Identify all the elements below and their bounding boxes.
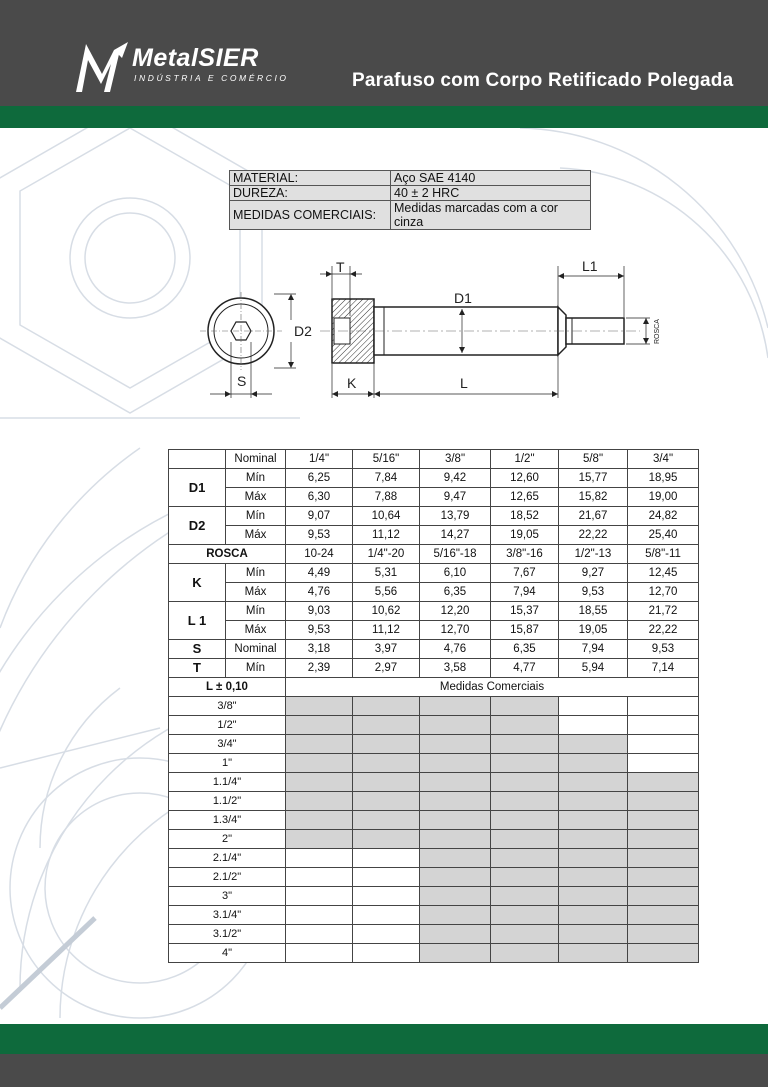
- s-nominal-cell: 6,35: [491, 640, 559, 659]
- length-label: 3/4": [169, 735, 286, 754]
- length-label: 2.1/4": [169, 849, 286, 868]
- commercial-cell-empty: [286, 849, 353, 868]
- label-l1: L1: [582, 258, 598, 274]
- commercial-header: Medidas Comerciais: [286, 678, 699, 697]
- min-label: Mín: [226, 659, 286, 678]
- k-max-row: [169, 583, 699, 602]
- commercial-cell-shaded: [628, 811, 699, 830]
- nominal-label: Nominal: [226, 450, 286, 469]
- k-min-cell: 5,31: [353, 564, 420, 583]
- commercial-cell-shaded: [353, 735, 420, 754]
- t-row: [169, 659, 699, 678]
- dimensions-table: [168, 449, 699, 963]
- l1-max-cell: 12,70: [420, 621, 491, 640]
- commercial-cell-empty: [559, 716, 628, 735]
- commercial-cell-shaded: [491, 811, 559, 830]
- rosca-cell: 5/16"-18: [420, 545, 491, 564]
- commercial-cell-shaded: [491, 792, 559, 811]
- d1-min-cell: 15,77: [559, 469, 628, 488]
- length-label: 1.1/4": [169, 773, 286, 792]
- rosca-cell: 1/2"-13: [559, 545, 628, 564]
- commercial-cell-empty: [286, 887, 353, 906]
- min-label: Mín: [226, 564, 286, 583]
- commercial-cell-shaded: [420, 868, 491, 887]
- rosca-cell: 10-24: [286, 545, 353, 564]
- commercial-cell-shaded: [491, 830, 559, 849]
- commercial-cell-shaded: [559, 754, 628, 773]
- k-min-cell: 4,49: [286, 564, 353, 583]
- d1-min-cell: 18,95: [628, 469, 699, 488]
- commercial-cell-empty: [559, 697, 628, 716]
- d2-min-row: [169, 507, 699, 526]
- commercial-cell-empty: [353, 925, 420, 944]
- group-t: T: [169, 659, 226, 678]
- d2-max-cell: 9,53: [286, 526, 353, 545]
- d1-max-row: [169, 488, 699, 507]
- brand-name: MetalSIER: [132, 44, 259, 72]
- length-label: 2": [169, 830, 286, 849]
- t-min-cell: 2,39: [286, 659, 353, 678]
- footer-bar: [0, 1054, 768, 1087]
- bolt-technical-drawing: [200, 258, 670, 408]
- max-label: Máx: [226, 526, 286, 545]
- length-row: [169, 716, 699, 735]
- label-k: K: [347, 375, 357, 391]
- t-min-cell: 2,97: [353, 659, 420, 678]
- commercial-cell-shaded: [491, 944, 559, 963]
- bolt-side-view: [320, 266, 650, 398]
- group-k: K: [169, 564, 226, 602]
- length-label: 3.1/2": [169, 925, 286, 944]
- header-row: [169, 450, 699, 469]
- d1-min-cell: 12,60: [491, 469, 559, 488]
- length-row: [169, 830, 699, 849]
- commercial-cell-shaded: [628, 925, 699, 944]
- head-end-view: [200, 292, 296, 398]
- commercial-sizes-row: [230, 201, 591, 230]
- footer-green-band: [0, 1024, 768, 1054]
- d1-min-cell: 6,25: [286, 469, 353, 488]
- max-label: Máx: [226, 488, 286, 507]
- commercial-cell-shaded: [353, 773, 420, 792]
- d2-min-cell: 24,82: [628, 507, 699, 526]
- d2-min-cell: 18,52: [491, 507, 559, 526]
- commercial-cell-empty: [628, 716, 699, 735]
- commercial-cell-shaded: [286, 754, 353, 773]
- length-label: 2.1/2": [169, 868, 286, 887]
- min-label: Mín: [226, 507, 286, 526]
- s-nominal-cell: 3,18: [286, 640, 353, 659]
- label-d2: D2: [294, 323, 312, 339]
- commercial-cell-shaded: [286, 735, 353, 754]
- d1-max-cell: 7,88: [353, 488, 420, 507]
- commercial-cell-shaded: [286, 716, 353, 735]
- commercial-cell-shaded: [491, 735, 559, 754]
- max-label: Máx: [226, 583, 286, 602]
- commercial-cell-shaded: [420, 887, 491, 906]
- commercial-cell-empty: [353, 849, 420, 868]
- commercial-cell-shaded: [353, 754, 420, 773]
- k-min-cell: 9,27: [559, 564, 628, 583]
- corner-cell: [169, 450, 226, 469]
- d2-max-cell: 14,27: [420, 526, 491, 545]
- commercial-cell-shaded: [420, 925, 491, 944]
- l1-min-cell: 10,62: [353, 602, 420, 621]
- t-min-cell: 5,94: [559, 659, 628, 678]
- commercial-cell-shaded: [559, 830, 628, 849]
- commercial-cell-shaded: [559, 906, 628, 925]
- commercial-cell-shaded: [559, 944, 628, 963]
- commercial-cell-empty: [628, 735, 699, 754]
- size-header: 1/4": [286, 450, 353, 469]
- d2-min-cell: 21,67: [559, 507, 628, 526]
- commercial-cell-shaded: [491, 849, 559, 868]
- k-max-cell: 7,94: [491, 583, 559, 602]
- commercial-cell-shaded: [491, 887, 559, 906]
- length-label: 3": [169, 887, 286, 906]
- length-label: 4": [169, 944, 286, 963]
- commercial-cell-shaded: [353, 716, 420, 735]
- commercial-cell-shaded: [559, 811, 628, 830]
- commercial-cell-empty: [286, 868, 353, 887]
- length-row: [169, 925, 699, 944]
- group-l1: L 1: [169, 602, 226, 640]
- d2-min-cell: 10,64: [353, 507, 420, 526]
- commercial-cell-shaded: [628, 792, 699, 811]
- d2-max-cell: 22,22: [559, 526, 628, 545]
- group-l-tolerance: L ± 0,10: [169, 678, 286, 697]
- k-min-cell: 12,45: [628, 564, 699, 583]
- group-d2: D2: [169, 507, 226, 545]
- l1-max-cell: 19,05: [559, 621, 628, 640]
- size-header: 3/4": [628, 450, 699, 469]
- commercial-cell-shaded: [286, 811, 353, 830]
- commercial-cell-empty: [353, 944, 420, 963]
- commercial-cell-empty: [353, 887, 420, 906]
- rosca-row: [169, 545, 699, 564]
- d2-min-cell: 13,79: [420, 507, 491, 526]
- commercial-sizes-label: MEDIDAS COMERCIAIS:: [230, 201, 391, 230]
- material-row: [230, 171, 591, 186]
- length-label: 3/8": [169, 697, 286, 716]
- l1-max-cell: 9,53: [286, 621, 353, 640]
- commercial-cell-shaded: [420, 906, 491, 925]
- l1-max-cell: 11,12: [353, 621, 420, 640]
- commercial-cell-shaded: [353, 830, 420, 849]
- s-nominal-cell: 3,97: [353, 640, 420, 659]
- label-rosca: ROSCA: [654, 319, 661, 344]
- commercial-cell-empty: [628, 754, 699, 773]
- commercial-cell-shaded: [491, 754, 559, 773]
- t-min-cell: 4,77: [491, 659, 559, 678]
- d2-min-cell: 9,07: [286, 507, 353, 526]
- label-d1: D1: [454, 290, 472, 306]
- commercial-cell-shaded: [491, 925, 559, 944]
- label-s: S: [237, 373, 247, 389]
- d2-max-cell: 11,12: [353, 526, 420, 545]
- commercial-cell-shaded: [491, 716, 559, 735]
- metalsier-logo: [74, 38, 314, 94]
- commercial-cell-shaded: [420, 773, 491, 792]
- length-label: 1/2": [169, 716, 286, 735]
- l1-max-row: [169, 621, 699, 640]
- commercial-cell-shaded: [420, 697, 491, 716]
- s-row: [169, 640, 699, 659]
- commercial-sizes-value: Medidas marcadas com a cor cinza: [391, 201, 591, 230]
- s-nominal-cell: 7,94: [559, 640, 628, 659]
- commercial-cell-shaded: [491, 773, 559, 792]
- d1-max-cell: 12,65: [491, 488, 559, 507]
- commercial-cell-shaded: [286, 792, 353, 811]
- commercial-cell-shaded: [559, 887, 628, 906]
- commercial-cell-empty: [286, 944, 353, 963]
- group-d1: D1: [169, 469, 226, 507]
- commercial-cell-shaded: [420, 716, 491, 735]
- k-min-row: [169, 564, 699, 583]
- commercial-cell-empty: [353, 906, 420, 925]
- commercial-cell-shaded: [491, 868, 559, 887]
- length-row: [169, 906, 699, 925]
- l1-max-cell: 15,87: [491, 621, 559, 640]
- commercial-cell-empty: [286, 925, 353, 944]
- hardness-label: DUREZA:: [230, 186, 391, 201]
- size-header: 3/8": [420, 450, 491, 469]
- k-min-cell: 7,67: [491, 564, 559, 583]
- s-nominal-cell: 4,76: [420, 640, 491, 659]
- k-max-cell: 9,53: [559, 583, 628, 602]
- t-min-cell: 7,14: [628, 659, 699, 678]
- k-max-cell: 12,70: [628, 583, 699, 602]
- label-l: L: [460, 375, 468, 391]
- commercial-cell-shaded: [420, 811, 491, 830]
- hardness-row: [230, 186, 591, 201]
- min-label: Mín: [226, 602, 286, 621]
- length-header-row: [169, 678, 699, 697]
- size-header: 5/16": [353, 450, 420, 469]
- s-nominal-cell: 9,53: [628, 640, 699, 659]
- min-label: Mín: [226, 469, 286, 488]
- length-row: [169, 735, 699, 754]
- commercial-cell-shaded: [420, 849, 491, 868]
- commercial-cell-empty: [628, 697, 699, 716]
- commercial-cell-shaded: [420, 944, 491, 963]
- material-specs-table: [229, 170, 591, 230]
- rosca-cell: 3/8"-16: [491, 545, 559, 564]
- commercial-cell-shaded: [420, 792, 491, 811]
- commercial-cell-shaded: [628, 868, 699, 887]
- commercial-cell-shaded: [628, 887, 699, 906]
- l1-min-cell: 12,20: [420, 602, 491, 621]
- size-header: 5/8": [559, 450, 628, 469]
- k-min-cell: 6,10: [420, 564, 491, 583]
- commercial-cell-shaded: [628, 773, 699, 792]
- length-row: [169, 754, 699, 773]
- max-label: Máx: [226, 621, 286, 640]
- d1-max-cell: 6,30: [286, 488, 353, 507]
- commercial-cell-shaded: [628, 906, 699, 925]
- commercial-cell-shaded: [420, 830, 491, 849]
- commercial-cell-shaded: [420, 735, 491, 754]
- label-t: T: [336, 259, 345, 275]
- commercial-cell-shaded: [286, 830, 353, 849]
- hardness-value: 40 ± 2 HRC: [391, 186, 591, 201]
- length-row: [169, 697, 699, 716]
- length-label: 1": [169, 754, 286, 773]
- d2-max-row: [169, 526, 699, 545]
- commercial-cell-shaded: [353, 811, 420, 830]
- commercial-cell-shaded: [491, 906, 559, 925]
- length-label: 3.1/4": [169, 906, 286, 925]
- length-row: [169, 868, 699, 887]
- d1-min-row: [169, 469, 699, 488]
- d1-max-cell: 9,47: [420, 488, 491, 507]
- d1-min-cell: 9,42: [420, 469, 491, 488]
- length-row: [169, 887, 699, 906]
- length-row: [169, 792, 699, 811]
- logo-mark-icon: [74, 38, 130, 94]
- length-label: 1.1/2": [169, 792, 286, 811]
- commercial-cell-shaded: [559, 773, 628, 792]
- length-row: [169, 944, 699, 963]
- brand-tagline: INDÚSTRIA E COMÉRCIO: [134, 73, 289, 83]
- d2-max-cell: 25,40: [628, 526, 699, 545]
- material-value: Aço SAE 4140: [391, 171, 591, 186]
- commercial-cell-shaded: [628, 944, 699, 963]
- commercial-cell-shaded: [559, 868, 628, 887]
- commercial-cell-shaded: [559, 792, 628, 811]
- length-row: [169, 811, 699, 830]
- length-label: 1.3/4": [169, 811, 286, 830]
- commercial-cell-shaded: [286, 697, 353, 716]
- commercial-cell-empty: [353, 868, 420, 887]
- d1-max-cell: 15,82: [559, 488, 628, 507]
- k-max-cell: 4,76: [286, 583, 353, 602]
- group-s: S: [169, 640, 226, 659]
- nominal-label: Nominal: [226, 640, 286, 659]
- header-green-band: [0, 106, 768, 128]
- commercial-cell-shaded: [286, 773, 353, 792]
- commercial-cell-shaded: [628, 849, 699, 868]
- d2-max-cell: 19,05: [491, 526, 559, 545]
- rosca-cell: 5/8"-11: [628, 545, 699, 564]
- l1-min-cell: 21,72: [628, 602, 699, 621]
- l1-min-cell: 18,55: [559, 602, 628, 621]
- l1-min-row: [169, 602, 699, 621]
- page-title: Parafuso com Corpo Retificado Polegada: [352, 70, 734, 91]
- d1-min-cell: 7,84: [353, 469, 420, 488]
- material-label: MATERIAL:: [230, 171, 391, 186]
- t-min-cell: 3,58: [420, 659, 491, 678]
- group-rosca: ROSCA: [169, 545, 286, 564]
- k-max-cell: 5,56: [353, 583, 420, 602]
- commercial-cell-shaded: [420, 754, 491, 773]
- l1-max-cell: 22,22: [628, 621, 699, 640]
- commercial-cell-shaded: [559, 849, 628, 868]
- l1-min-cell: 9,03: [286, 602, 353, 621]
- commercial-cell-empty: [286, 906, 353, 925]
- commercial-cell-shaded: [559, 925, 628, 944]
- rosca-cell: 1/4"-20: [353, 545, 420, 564]
- k-max-cell: 6,35: [420, 583, 491, 602]
- commercial-cell-shaded: [353, 792, 420, 811]
- commercial-cell-shaded: [353, 697, 420, 716]
- l1-min-cell: 15,37: [491, 602, 559, 621]
- commercial-cell-shaded: [628, 830, 699, 849]
- d1-max-cell: 19,00: [628, 488, 699, 507]
- commercial-cell-shaded: [491, 697, 559, 716]
- commercial-cell-shaded: [559, 735, 628, 754]
- length-row: [169, 773, 699, 792]
- length-row: [169, 849, 699, 868]
- size-header: 1/2": [491, 450, 559, 469]
